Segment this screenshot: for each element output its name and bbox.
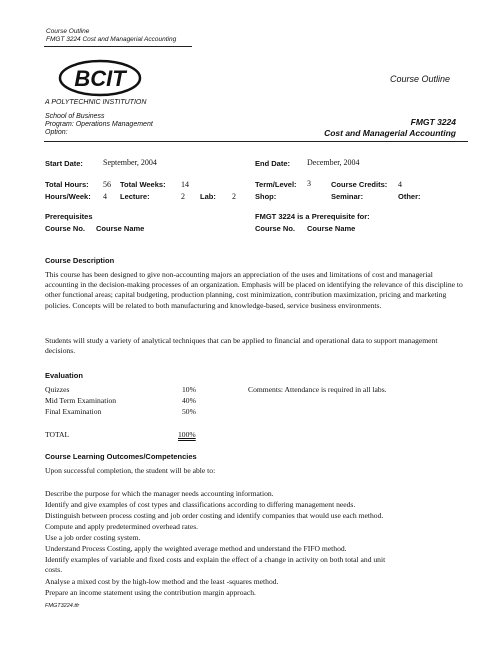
course-description-title: Course Description [45,256,115,265]
eval-item-name: Mid Term Examination [45,396,117,405]
outcome-item: costs. [45,565,63,574]
page-title: Course Outline [390,74,451,84]
seminar-label: Seminar: [331,192,364,201]
prereq-course-no-header: Course No. [45,224,86,233]
postreq-course-name-header: Course Name [307,224,356,233]
term-level-label: Term/Level: [255,180,297,189]
course-title: Cost and Managerial Accounting [324,128,456,138]
outcomes-title: Course Learning Outcomes/Competencies [45,452,197,461]
total-weeks-label: Total Weeks: [120,180,166,189]
program-name: Program: Operations Management [45,121,153,128]
course-credits-label: Course Credits: [331,180,388,189]
hours-week-value: 4 [103,192,107,201]
outcome-item: Use a job order costing system. [45,533,141,542]
eval-item-pct: 50% [182,407,196,416]
total-weeks-value: 14 [181,180,189,189]
eval-total-label: TOTAL [45,430,70,439]
term-level-value: 3 [307,179,311,188]
course-code: FMGT 3224 [410,117,456,127]
tagline: A POLYTECHNIC INSTITUTION [45,99,147,106]
lecture-value: 2 [181,192,185,201]
outcome-item: Identify examples of variable and fixed costs and explain the effect of a change in activity on both total and unit [45,555,386,564]
eval-comments: Comments: Attendance is required in all labs. [248,385,387,394]
school-name: School of Business [45,113,105,120]
bcit-logo [56,56,144,102]
is-prereq-for-title: FMGT 3224 is a Prerequisite for: [255,212,370,221]
start-date-label: Start Date: [45,159,83,168]
eval-item-name: Final Examination [45,407,102,416]
option-label: Option: [45,129,68,136]
outcome-item: Identify and give examples of cost types and classifications according to differing management needs. [45,500,356,509]
end-date-label: End Date: [255,159,291,168]
hours-week-label: Hours/Week: [45,192,91,201]
prerequisites-title: Prerequisites [45,212,93,221]
outcome-item: Analyse a mixed cost by the high-low method and the least -squares method. [45,577,279,586]
eval-item-pct: 40% [182,396,196,405]
outcomes-intro: Upon successful completion, the student will be able to: [45,466,216,475]
lecture-label: Lecture: [120,192,150,201]
footer-filename: FMGT3224.tfr [45,603,80,609]
outcome-item: Describe the purpose for which the manager needs accounting information. [45,489,274,498]
evaluation-title: Evaluation [45,371,83,380]
outcome-item: Compute and apply predetermined overhead rates. [45,522,199,531]
eval-item-pct: 10% [182,385,196,394]
end-date-value: December, 2004 [307,158,360,167]
other-label: Other: [398,192,421,201]
outcome-item: Distinguish between process costing and job order costing and identify companies that would use each method. [45,511,384,520]
outcome-item: Understand Process Costing, apply the weighted average method and understand the FIFO method. [45,544,347,553]
course-credits-value: 4 [398,180,402,189]
lab-value: 2 [232,192,236,201]
logo-text: BCIT [74,66,126,91]
total-hours-label: Total Hours: [45,180,89,189]
outcome-item: Prepare an income statement using the contribution margin approach. [45,588,256,597]
start-date-value: September, 2004 [103,158,157,167]
eval-total-value: 100% [178,430,196,439]
course-description-para1: This course has been designed to give non-accounting majors an appreciation of the uses and limitations of cost and managerial accounting in the decision-making processes of an organization. Emphasis will be placed on identifying the relevance of this discipline to other functional areas; capital budgeting, production planning, cost minimization, contribution maximization, pricing and marketing policies. Concepts will be related to both manufacturing and knowledge-based, service business environments. [45,270,463,310]
postreq-course-no-header: Course No. [255,224,296,233]
shop-label: Shop: [255,192,277,201]
course-description-para2: Students will study a variety of analytical techniques that can be applied to financial and operational data to support management decisions. [45,336,438,356]
header-course: FMGT 3224 Cost and Managerial Accounting [46,36,177,43]
title-rule [44,141,468,142]
prereq-course-name-header: Course Name [96,224,145,233]
eval-item-name: Quizzes [45,385,70,394]
total-hours-value: 56 [103,180,111,189]
lab-label: Lab: [200,192,216,201]
header-doc-type: Course Outline [46,28,90,35]
header-rule [44,46,192,47]
